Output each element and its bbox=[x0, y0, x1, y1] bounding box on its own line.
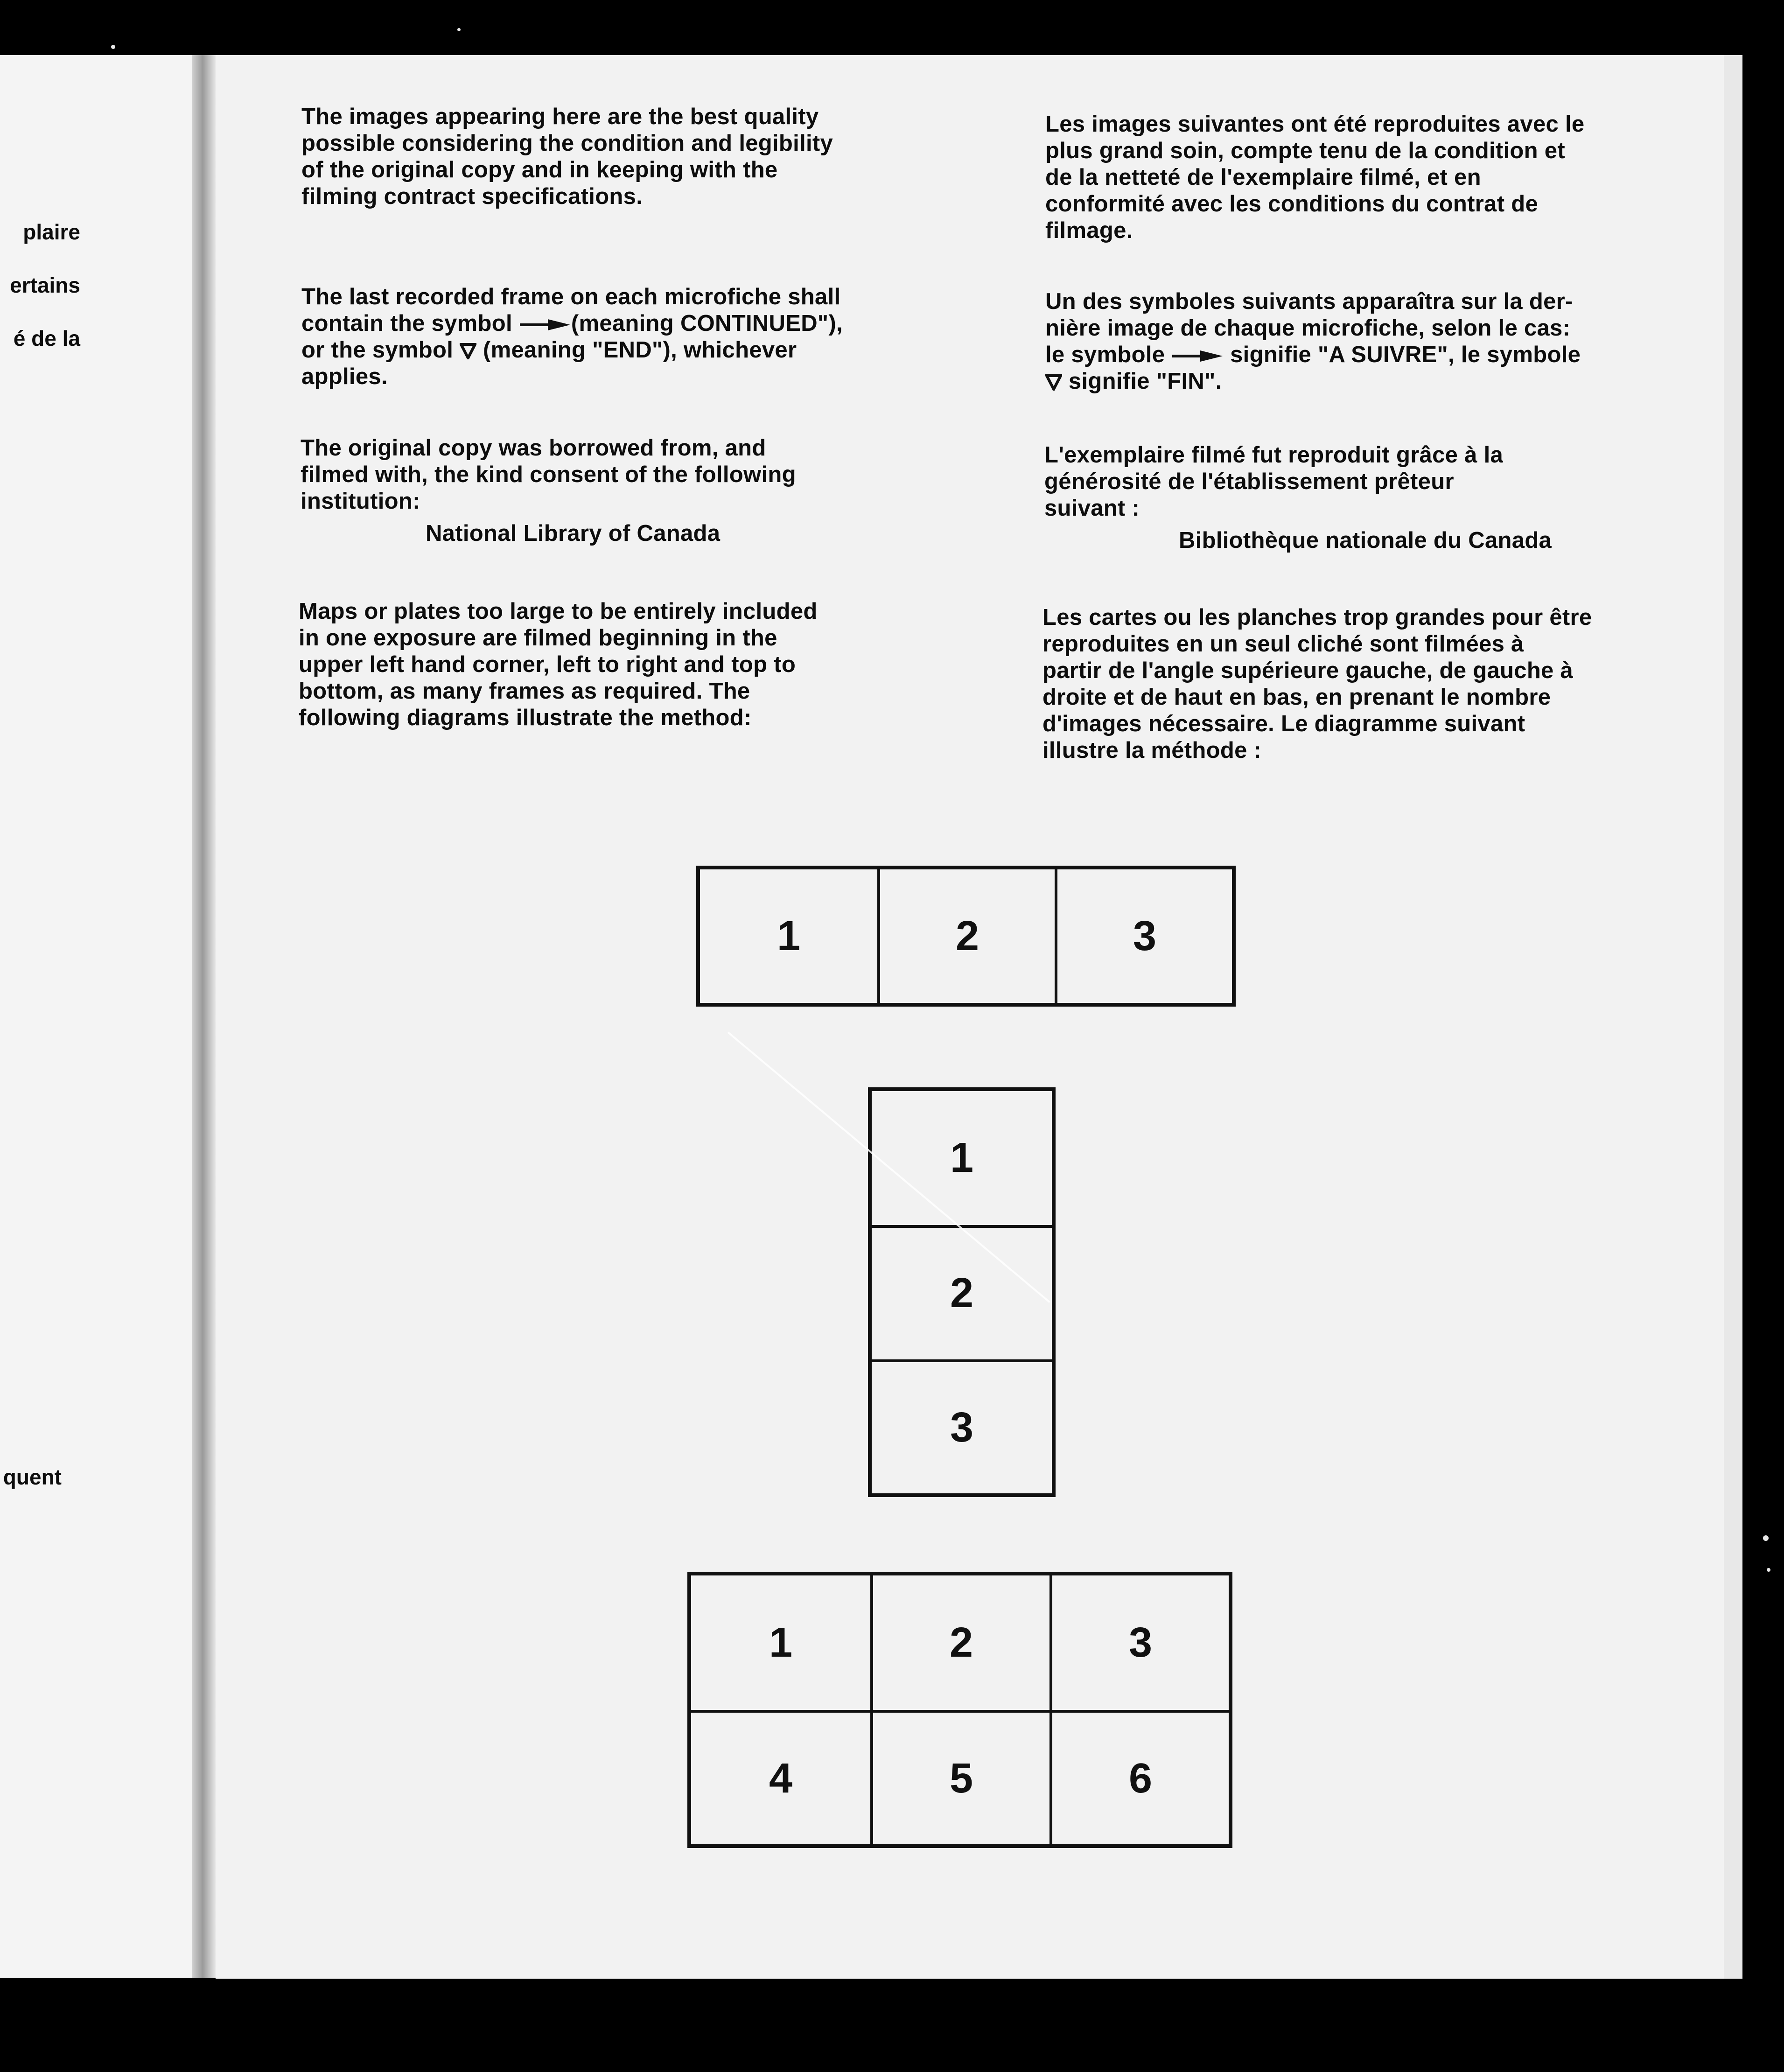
diagram-grid-frames bbox=[687, 1572, 1232, 1848]
left-fragment-line: ertains bbox=[10, 273, 80, 297]
film-speck bbox=[111, 45, 115, 49]
right-page-edge bbox=[1724, 55, 1742, 1979]
frame-cell: 2 bbox=[870, 1575, 1049, 1710]
film-speck bbox=[457, 28, 461, 31]
frame-cell: 2 bbox=[877, 869, 1055, 1003]
english-symbol-text: contain the symbol bbox=[301, 311, 519, 336]
left-fragment-line: é de la bbox=[13, 326, 80, 350]
french-symbol-line bbox=[1045, 368, 1581, 395]
english-quality-paragraph: The images appearing here are the best quality possible considering the condition and legibility of the original copy and in keeping with the filming contract specifications. bbox=[301, 104, 833, 209]
frame-cell: 3 bbox=[1055, 869, 1232, 1003]
french-symbol-text: le symbole bbox=[1045, 342, 1172, 367]
triangle-down-icon bbox=[460, 343, 476, 359]
english-symbol-text: or the symbol bbox=[301, 337, 460, 363]
french-symbol-line: Un des symboles suivants apparaîtra sur la der- bbox=[1045, 289, 1573, 314]
left-fragment-text-bottom bbox=[0, 1437, 62, 1517]
english-symbol-line: applies. bbox=[301, 364, 388, 389]
frame-cell: 1 bbox=[950, 1134, 974, 1182]
film-speck bbox=[1767, 1568, 1770, 1572]
film-speck bbox=[1763, 1535, 1769, 1541]
english-symbol-line: The last recorded frame on each microfiche shall bbox=[301, 284, 841, 309]
arrow-icon bbox=[519, 318, 571, 332]
left-fragment-line: quent bbox=[3, 1465, 62, 1489]
frame-cell: 4 bbox=[691, 1710, 870, 1844]
english-symbol-line bbox=[301, 310, 843, 337]
frame-cell: 1 bbox=[769, 1619, 793, 1666]
english-symbol-text: (meaning CONTINUED"), bbox=[571, 311, 843, 336]
triangle-down-icon bbox=[1045, 374, 1062, 391]
frame-cell: 6 bbox=[1049, 1710, 1229, 1844]
french-symbol-line bbox=[1045, 342, 1581, 368]
french-symbol-paragraph bbox=[1045, 288, 1581, 395]
english-symbol-paragraph bbox=[301, 284, 843, 390]
page-edge-shadow bbox=[192, 55, 216, 1978]
english-symbol-line bbox=[301, 337, 843, 364]
english-symbol-text: (meaning "END"), whichever bbox=[476, 337, 797, 363]
french-institution-paragraph: L'exemplaire filmé fut reproduit grâce à la générosité de l'établissement prêteur suivant : bbox=[1044, 442, 1504, 521]
english-diagram-paragraph: Maps or plates too large to be entirely included in one exposure are filmed beginning in the upper left hand corner, left to right and top to bottom, as many frames as required. The following diagrams illustrate the method: bbox=[299, 599, 818, 730]
french-diagram-paragraph: Les cartes ou les planches trop grandes pour être reproduites en un seul cliché sont filmées à partir de l'angle supérieure gauche, de gauche à droite et de haut en bas, en prenant le nombre d'images nécessaire. Le diagramme suivant illustre la méthode : bbox=[1042, 605, 1592, 763]
diagram-horizontal-frames bbox=[696, 866, 1236, 1007]
arrow-icon bbox=[1171, 349, 1224, 363]
left-fragment-text-top bbox=[9, 192, 80, 378]
french-symbol-text: signifie "FIN". bbox=[1062, 369, 1222, 394]
frame-cell: 1 bbox=[777, 912, 801, 959]
french-institution-name: Bibliothèque nationale du Canada bbox=[1179, 528, 1552, 553]
frame-cell: 5 bbox=[870, 1710, 1049, 1844]
english-institution-name: National Library of Canada bbox=[426, 521, 721, 546]
frame-cell: 3 bbox=[1049, 1575, 1229, 1710]
left-fragment-line: plaire bbox=[23, 220, 80, 244]
english-institution-paragraph: The original copy was borrowed from, and filmed with, the kind consent of the following institution: bbox=[301, 435, 796, 514]
french-symbol-text: signifie "A SUIVRE", le symbole bbox=[1224, 342, 1581, 367]
frame-cell: 3 bbox=[872, 1359, 1052, 1493]
french-symbol-line: nière image de chaque microfiche, selon le cas: bbox=[1045, 315, 1571, 341]
french-quality-paragraph: Les images suivantes ont été reproduites avec le plus grand soin, compte tenu de la condition et de la netteté de l'exemplaire filmé, et en conformité avec les conditions du contrat de filmage. bbox=[1045, 112, 1585, 243]
frame-cell: 2 bbox=[872, 1225, 1052, 1359]
diagram-vertical-frames bbox=[868, 1087, 1056, 1497]
